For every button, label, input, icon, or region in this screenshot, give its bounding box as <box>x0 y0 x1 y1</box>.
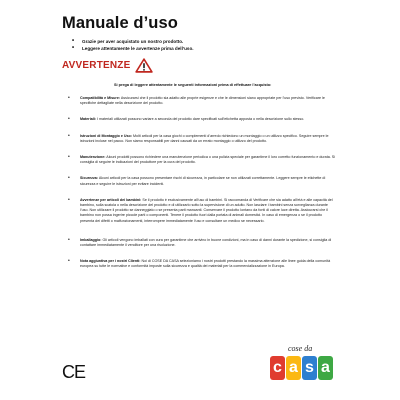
warning-item-text: I materiali utilizzati possono variare a seconda del prodotto dare specificati sull’etichetta apposta o nella descrizione sullo stesso. <box>97 117 305 122</box>
lead-text: Si prega di leggere attentamente le seguenti informazioni prima di effettuare l’acquisto: <box>114 83 272 87</box>
intro-item: • Leggere attentamente le avvertenze prima dell’uso. <box>72 45 194 52</box>
logo-letter: c <box>270 356 285 380</box>
warning-triangle-icon <box>135 58 153 73</box>
warning-item-text: Assicurarsi che il prodotto sia adatto alle proprie esigenze e che le dimensioni siano appropriate per l’uso previsto. Verificare le specifiche dettagliate nella descrizione del prodotto. <box>80 96 325 106</box>
warning-item-title: Imballaggio: <box>80 237 102 242</box>
page-title: Manuale d’uso <box>62 14 178 32</box>
warnings-list <box>68 96 336 270</box>
intro-item: • Grazie per aver acquistato un nostro prodotto. <box>72 38 194 45</box>
warning-heading <box>62 58 153 73</box>
logo-letter: a <box>318 356 333 380</box>
warning-item-title: Compatibilità e Misure: <box>80 96 121 100</box>
cose-da-casa-logo <box>262 346 342 394</box>
warning-item-text: Alcuni articoli per la casa possono presentare rischi di sicurezza, in particolare se non utilizzati correttamente. Leggere sempre le etichette di sicurezza e seguire le istruzioni per evitare incidenti. <box>80 176 326 186</box>
ce-mark: CE <box>62 362 86 382</box>
warning-item <box>68 117 336 122</box>
warning-item-text: Alcuni prodotti possono richiedere una manutenzione periodica o una pulizia speciale per garantirne il loro corretto funzionamento e durata. Si consiglia di seguire le indicazioni del produttore per la cura del prodotto. <box>80 155 335 165</box>
warning-item <box>68 198 336 224</box>
logo-letters <box>270 356 333 380</box>
warning-item <box>68 134 336 144</box>
logo-top-text: cose da <box>288 344 313 353</box>
warning-item-title: Materiali: <box>80 117 96 122</box>
warning-item-text: Molti articoli per la casa giochi o complementi d’arredo richiedono un montaggio o un utilizzo specifico. Seguire sempre le istruzioni incluse nel pacco. Non siamo responsabili per danni causati da un errato montaggio o utilizzo del prodotto. <box>80 133 329 143</box>
warning-item-title: Avvertenze per articoli dei bambini: <box>80 197 142 202</box>
warning-item-title: Manutenzione: <box>80 155 106 160</box>
warning-item-title: Nota aggiuntiva per i nostri Clienti: <box>80 259 141 264</box>
warning-item-title: Istruzioni di Montaggio e Uso: <box>80 133 132 138</box>
warning-item-text: Noi di COSE DA CASA selezioniamo i nostri prodotti prestando la massima attenzione alle linee guida della comunità europea su tutte le normative e conformità imposte sulla sicurezza e qualità dei materiali per la commercializzazione in Europa. <box>80 259 331 269</box>
warning-item <box>68 155 336 165</box>
logo-letter: a <box>286 356 301 380</box>
warning-heading-text: AVVERTENZE <box>62 60 131 71</box>
warning-item-title: Sicurezza: <box>80 176 99 181</box>
logo-letter: s <box>302 356 317 380</box>
warning-item <box>68 176 336 186</box>
intro-list <box>72 38 194 52</box>
warning-item <box>68 259 336 269</box>
warning-item-text: Se il prodotto è esclusivamente all’uso di bambini. Si raccomanda di Verificare che sia adatto all’età e alle capacità del bambino, sulla scatola o nella descrizione del prodotto e di utilizzarlo sotto la supervisione di un adulto. Non lasciare i bambini senza sorveglianza durante l’uso. Non utilizzare il prodotto se danneggiato o se presenta parti mancanti. Conservare il prodotto lontano da fonti di calore luce diretta. Assicurarsi che il bambino non possa ingerire piccole parti o componenti. Tenere il prodotto fuori dalla portata di animali domestici. In caso di emergenza o se il prodotto presenta dei difetti o malfunzionamenti, interrompere immediatamente l’uso e consultare un medico se necessario. <box>80 197 333 223</box>
warning-item <box>68 96 336 106</box>
warning-item-text: Gli articoli vengono imballati con cura per garantirne che arrivino in buone condizioni, ma in caso di danni durante la spedizione, si consiglia di contattare immediatamente il venditore per una risoluzione. <box>80 237 332 248</box>
warning-item <box>68 238 336 248</box>
